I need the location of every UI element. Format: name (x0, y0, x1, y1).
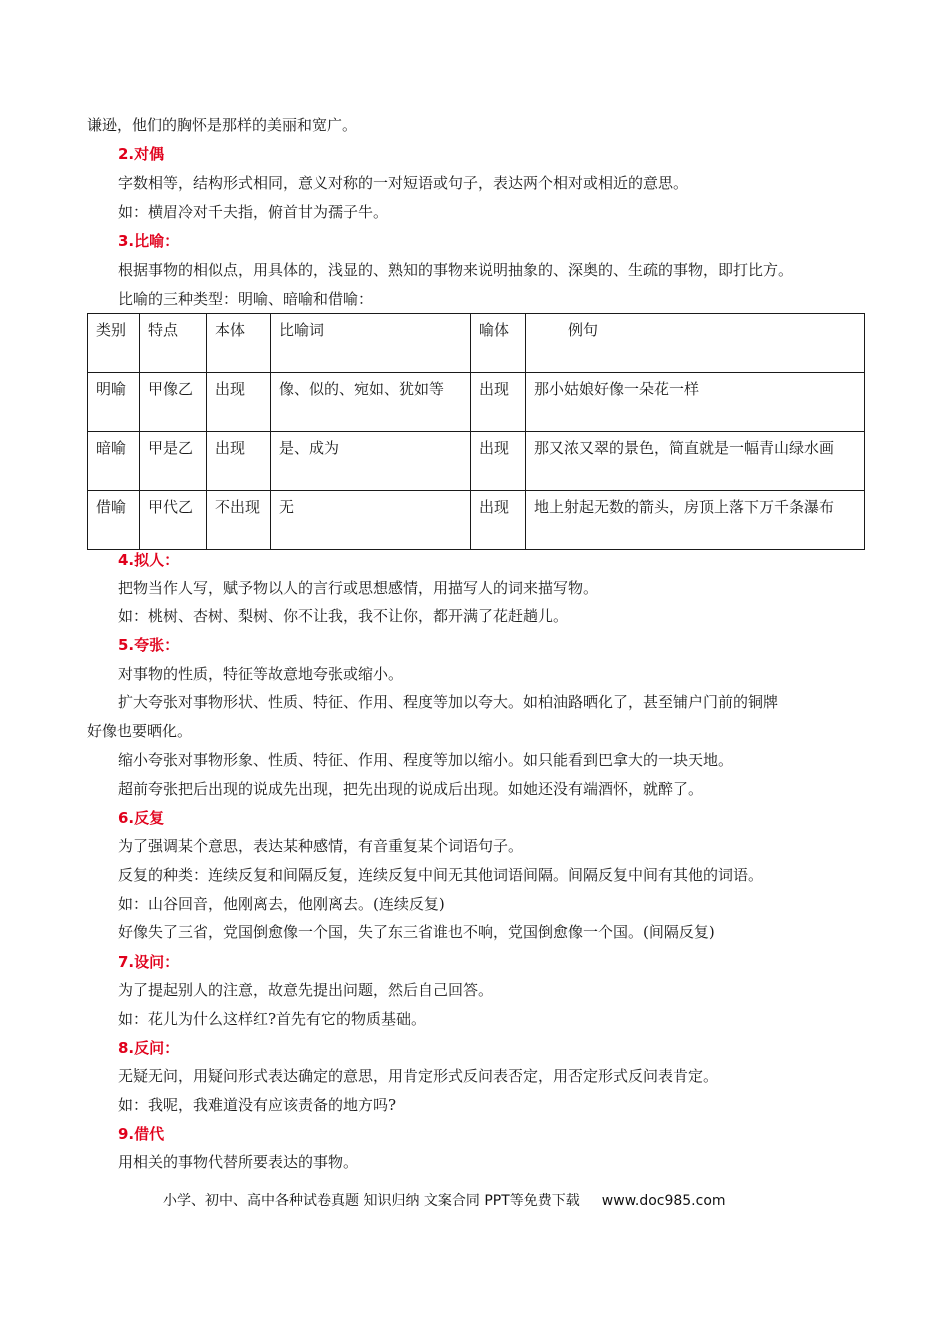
table-cell: 暗喻 (88, 432, 140, 491)
table-cell: 那又浓又翠的景色，简直就是一幅青山绿水画 (526, 432, 865, 491)
table-cell: 甲是乙 (140, 432, 207, 491)
section-heading-biyu: 3.比喻： (118, 232, 180, 250)
table-header-row (88, 314, 865, 373)
table-header-cell: 喻体 (471, 314, 526, 373)
section-heading-fanwen: 8.反问： (118, 1039, 180, 1057)
table-cell: 那小姑娘好像一朵花一样 (526, 373, 865, 432)
body-text: 为了强调某个意思，表达某种感情，有音重复某个词语句子。 (118, 837, 524, 855)
table-header-cell: 类别 (88, 314, 140, 373)
body-text: 缩小夸张对事物形象、性质、特征、作用、程度等加以缩小。如只能看到巴拿大的一块天地。 (118, 751, 734, 769)
table-cell: 借喻 (88, 491, 140, 550)
page-footer (163, 1190, 726, 1210)
example-text: 如：横眉冷对千夫指，俯首甘为孺子牛。 (118, 203, 389, 221)
section-heading-fanfu: 6.反复 (118, 809, 165, 827)
table-header-cell: 例句 (526, 314, 865, 373)
body-text: 好像也要晒化。 (87, 722, 193, 740)
body-text: 把物当作人写，赋予物以人的言行或思想感情，用描写人的词来描写物。 (118, 579, 599, 597)
table-header-cell: 本体 (207, 314, 271, 373)
table-header-cell: 比喻词 (271, 314, 471, 373)
body-text: 对事物的性质，特征等故意地夸张或缩小。 (118, 665, 404, 683)
table-cell: 不出现 (207, 491, 271, 550)
footer-url-link[interactable]: www.doc985.com (601, 1193, 726, 1209)
body-text: 用相关的事物代替所要表达的事物。 (118, 1153, 359, 1171)
body-text: 反复的种类：连续反复和间隔反复，连续反复中间无其他词语间隔。间隔反复中间有其他的词语。 (118, 866, 764, 884)
table-cell: 出现 (207, 373, 271, 432)
table-cell: 甲代乙 (140, 491, 207, 550)
body-text: 比喻的三种类型：明喻、暗喻和借喻： (118, 290, 374, 308)
section-heading-niren: 4.拟人： (118, 551, 180, 569)
table-cell: 明喻 (88, 373, 140, 432)
section-heading-duiou: 2.对偶 (118, 145, 165, 163)
table-cell: 无 (271, 491, 471, 550)
footer-text: 小学、初中、高中各种试卷真题 知识归纳 文案合同 PPT等免费下载 (163, 1193, 580, 1209)
body-text: 根据事物的相似点，用具体的，浅显的、熟知的事物来说明抽象的、深奥的、生疏的事物，即打比方。 (118, 261, 794, 279)
table-cell: 甲像乙 (140, 373, 207, 432)
table-cell: 出现 (471, 432, 526, 491)
example-text: 如：花儿为什么这样红?首先有它的物质基础。 (118, 1010, 427, 1028)
example-text: 好像失了三省，党国倒愈像一个国，失了东三省谁也不响，党国倒愈像一个国。(间隔反复) (118, 923, 715, 941)
table-cell: 出现 (207, 432, 271, 491)
table-cell: 是、成为 (271, 432, 471, 491)
body-text: 字数相等，结构形式相同，意义对称的一对短语或句子，表达两个相对或相近的意思。 (118, 174, 689, 192)
body-text: 为了提起别人的注意，故意先提出问题，然后自己回答。 (118, 981, 494, 999)
table-cell: 像、似的、宛如、犹如等 (271, 373, 471, 432)
table-row (88, 491, 865, 550)
section-heading-kuazhang: 5.夸张： (118, 636, 180, 654)
body-text: 谦逊，他们的胸怀是那样的美丽和宽广。 (87, 116, 358, 134)
table-cell: 地上射起无数的箭头，房顶上落下万千条瀑布 (526, 491, 865, 550)
body-text: 无疑无问，用疑问形式表达确定的意思，用肯定形式反问表否定，用否定形式反问表肯定。 (118, 1067, 719, 1085)
section-heading-shewen: 7.设问： (118, 953, 180, 971)
example-text: 如：山谷回音，他刚离去，他刚离去。(连续反复) (118, 895, 445, 913)
example-text: 如：我呢，我难道没有应该责备的地方吗? (118, 1096, 397, 1114)
table-cell: 出现 (471, 373, 526, 432)
section-heading-jiedai: 9.借代 (118, 1125, 165, 1143)
table-row (88, 373, 865, 432)
example-text: 如：桃树、杏树、梨树、你不让我，我不让你，都开满了花赶趟儿。 (118, 607, 569, 625)
body-text: 超前夸张把后出现的说成先出现，把先出现的说成后出现。如她还没有端酒怀，就醉了。 (118, 780, 704, 798)
table-row (88, 432, 865, 491)
metaphor-types-table (87, 313, 865, 550)
table-header-cell: 特点 (140, 314, 207, 373)
body-text: 扩大夸张对事物形状、性质、特征、作用、程度等加以夸大。如柏油路晒化了，甚至铺户门前的铜牌 (118, 693, 779, 711)
table-cell: 出现 (471, 491, 526, 550)
